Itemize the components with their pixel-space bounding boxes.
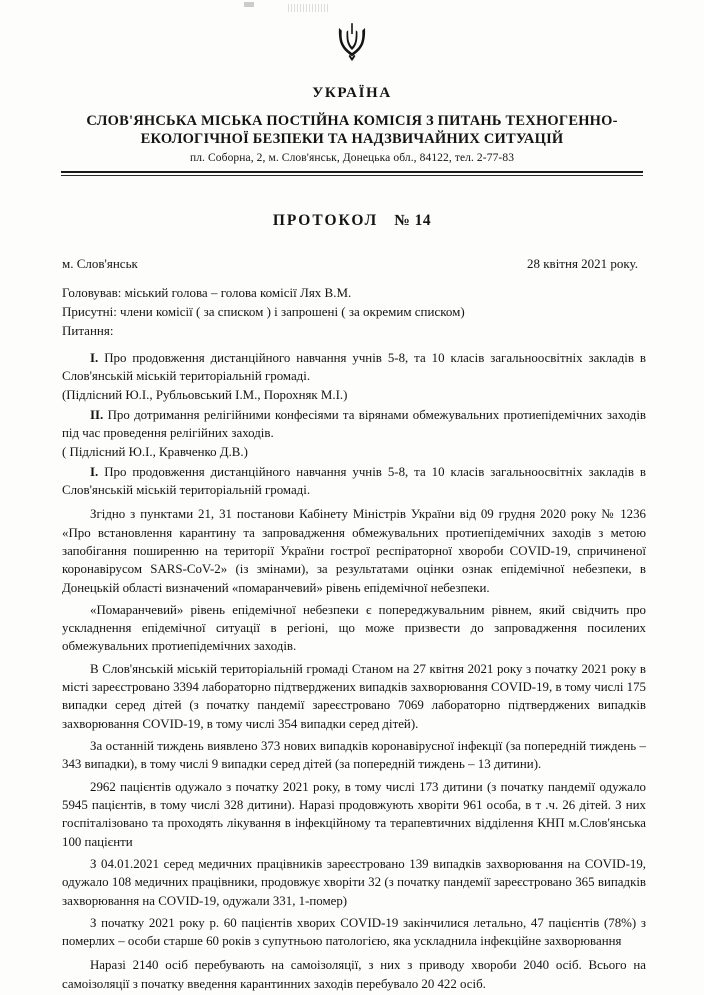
- present-line: Присутні: члени комісії ( за списком ) і запрошені ( за окремим списком): [62, 304, 465, 320]
- section-heading: [62, 463, 646, 500]
- organization-address: пл. Соборна, 2, м. Слов'янськ, Донецька обл., 84122, тел. 2-77-83: [189, 152, 515, 165]
- agenda-item-1: [62, 349, 646, 386]
- agenda-numeral-2: II.: [90, 407, 104, 422]
- header-divider: [61, 171, 643, 173]
- paragraph-2: «Помаранчевий» рівень епідемічної небезпеки є попереджувальним рівнем, який свідчить про ускладнення епідемічної ситуації в регіоні, що може призвести до запровадження посилених обмежувальних протиепідемічних заходів.: [62, 602, 646, 654]
- section-heading-text: Про продовження дистанційного навчання учнів 5-8, та 10 класів загальноосвітніх закладів в Слов'янській міській територіальній громаді.: [62, 464, 646, 497]
- protocol-label: ПРОТОКОЛ: [272, 212, 379, 230]
- paragraph-8: Наразі 2140 осіб перебувають на самоізоляції, з них з приводу хвороби 2040 осіб. Всього на самоізоляції з початку введення карантинних заходів перебувало 20 422 осіб.: [62, 958, 646, 991]
- paragraph-1: Згідно з пунктами 21, 31 постанови Кабінету Міністрів України від 09 грудня 2020 року № 1236 «Про встановлення карантину та запровадження обмежувальних протиепідемічних заходів з метою запобігання поширенню на території України гострої респіраторної хвороби COVID-19, спричиненої коронавірусом SARS-CoV-2» (із змінами), за результатами оцінки ознак епідемічної небезпеки, в Донецькій області визначений «помаранчевий» рівень епідемічної небезпеки.: [62, 507, 646, 595]
- emblem-container: [0, 0, 704, 73]
- paragraph-7: З початку 2021 року р. 60 пацієнтів хворих COVID-19 закінчилися летально, 47 пацієнтів (78%) з померлих – особи старше 60 років з супутньою патологією, яка ускладнила інфекційне захворювання: [62, 915, 646, 949]
- paragraph-4: За останній тиждень виявлено 373 нових випадків коронавірусної інфекції (за попередній тиждень – 343 випадки), в тому числі 9 випадки серед дітей (за попередній тиждень – 13 дитини).: [62, 739, 646, 772]
- city-label: м. Слов'янськ: [62, 256, 138, 272]
- letterhead: [0, 85, 704, 176]
- agenda-speakers-1: (Підлісний Ю.І., Рубльовський І.М., Порохняк М.І.): [62, 388, 348, 403]
- document-body: [0, 349, 704, 993]
- agenda-speakers-2: ( Підлісний Ю.І., Кравченко Д.В.): [62, 445, 248, 460]
- organization-line-2: ЕКОЛОГІЧНОЇ БЕЗПЕКИ ТА НАДЗВИЧАЙНИХ СИТУАЦІЙ: [140, 131, 564, 148]
- organization-line-1: СЛОВ'ЯНСЬКА МІСЬКА ПОСТІЙНА КОМІСІЯ З ПИТАНЬ ТЕХНОГЕННО-: [86, 113, 618, 129]
- agenda-item-2: [62, 406, 646, 443]
- section-heading-numeral: I.: [90, 464, 99, 479]
- scan-artifact-2: [244, 2, 254, 7]
- agenda-text-1: Про продовження дистанційного навчання учнів 5-8, та 10 класів загальноосвітніх закладів в Слов'янській міській територіальній громаді.: [62, 350, 646, 384]
- paragraph-5: 2962 пацієнтів одужало з початку 2021 року, в тому числі 173 дитини (з початку пандемії одужало 5945 пацієнтів, в тому числі 328 дитини). Наразі продовжують хворіти 961 особа, в т .ч. 26 дітей. З них госпіталізовано та проходять лікування в інфекційному та терапевтичних відділення КНП м.Слов'янська 100 пацієнти: [62, 779, 646, 849]
- protocol-title: [0, 212, 704, 230]
- scan-artifact: [288, 4, 328, 12]
- meta-row: [0, 256, 704, 272]
- header-divider-thin: [61, 175, 643, 176]
- country-title: УКРАЇНА: [312, 85, 392, 101]
- attendance-block: [0, 284, 704, 341]
- agenda-numeral-1: I.: [90, 350, 99, 365]
- chair-line: Головував: міський голова – голова комісії Лях В.М.: [62, 285, 352, 301]
- paragraph-6: З 04.01.2021 серед медичних працівників зареєстровано 139 випадків захворювання на COVID-19, одужало 108 медичних працівники, продовжує хворіти 32 (з початку пандемії зареєстровано 365 випадків захворювання на COVID-19, одужали 331, 1-помер): [62, 856, 646, 908]
- date-label: 28 квітня 2021 року.: [526, 256, 638, 272]
- agenda-text-2: Про дотримання релігійними конфесіями та вірянами обмежувальних протиепідемічних заходів під час проведення релігійних заходів.: [62, 407, 646, 441]
- protocol-number: № 14: [394, 212, 432, 230]
- paragraph-3: В Слов'янській міській територіальній громаді Станом на 27 квітня 2021 року з початку 2021 року в місті зареєстровано 3394 лабораторно підтверджених випадків захворювання COVID-19, в тому числі 175 випадки серед дітей (з початку пандемії зареєстровано 7069 лабораторно підтверджених випадків захворювання COVID-19, в тому числі 354 випадки серед дітей).: [62, 661, 646, 731]
- ukraine-trident-emblem: [335, 22, 369, 68]
- questions-label: Питання:: [62, 322, 114, 338]
